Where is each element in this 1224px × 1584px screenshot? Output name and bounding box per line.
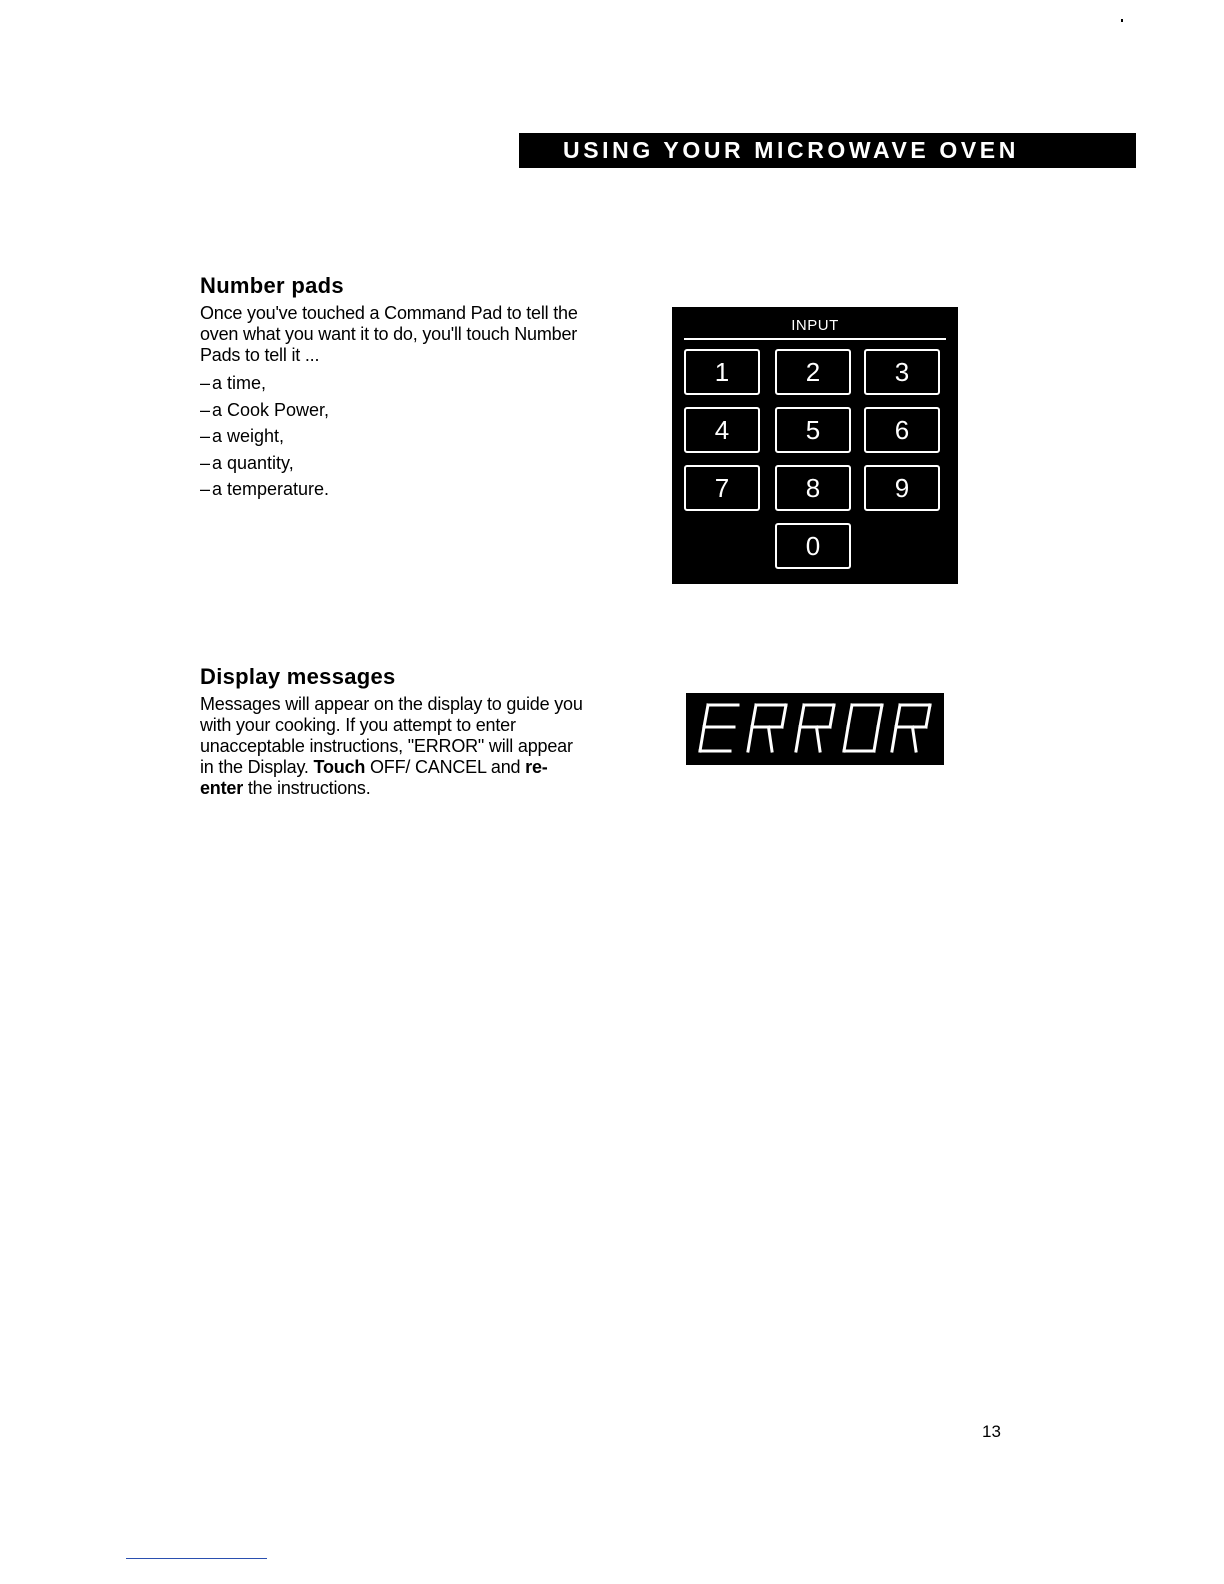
list-item: – a temperature. [200,479,330,499]
list-item-text: a temperature. [212,479,330,499]
reenter-emphasis: re-enter [200,757,548,798]
display-messages-heading: Display messages [200,664,396,689]
error-display-illustration [686,693,944,765]
print-speck [1121,19,1123,22]
display-segment-r-b [830,705,834,727]
number-pad-9[interactable]: 9 [864,465,940,511]
list-item-text: a weight, [212,426,285,446]
display-segment-r-e [892,727,896,751]
number-pads-section [200,273,600,503]
footer-rule [126,1558,267,1559]
list-item: – a quantity, [200,452,294,473]
display-segment-r-b [926,705,930,727]
display-segment-r-e [748,727,752,751]
display-segment-r-b [782,705,786,727]
keypad-title: INPUT [791,317,839,334]
list-item: – a weight, [200,426,285,446]
seven-segment-display [686,693,944,765]
list-item: – a time, [200,373,267,393]
display-segment-o-f [848,705,852,727]
display-segment-o-c [874,727,878,751]
list-item: – a Cook Power, [200,399,330,420]
display-segment-e-f [704,705,708,727]
number-pad-4[interactable]: 4 [684,407,760,453]
number-pads-list [200,370,600,503]
display-segment-r-f [800,705,804,727]
page-number: 13 [982,1422,1001,1441]
number-pads-heading: Number pads [200,273,344,298]
paragraph-text: the instructions. [243,778,371,798]
display-segment-r-r [913,727,917,751]
list-item-text: a Cook Power, [212,399,330,420]
number-pad-8[interactable]: 8 [775,465,851,511]
display-segment-e-e [700,727,704,751]
number-pad-0[interactable]: 0 [775,523,851,569]
list-item-text: a quantity, [212,452,294,473]
display-messages-section [200,664,590,799]
number-pad-7[interactable]: 7 [684,465,760,511]
number-pad-6[interactable]: 6 [864,407,940,453]
number-pad-5[interactable]: 5 [775,407,851,453]
section-header-title: USING YOUR MICROWAVE OVEN [563,137,1019,163]
touch-emphasis: Touch [313,757,366,777]
display-segment-o-e [844,727,848,751]
number-pad-3[interactable]: 3 [864,349,940,395]
display-segment-r-r [769,727,773,751]
section-header [519,133,1136,168]
input-keypad-illustration [672,307,958,584]
display-segment-r-r [817,727,821,751]
display-segment-r-f [752,705,756,727]
list-item-text: a time, [212,373,267,393]
paragraph-text: OFF/ CANCEL and [365,757,526,777]
paragraph-text: Messages will appear on the display to guide you with your cooking. If you attempt to enter unacceptable instructions, "ERROR" will appear in the Display. [200,694,583,777]
display-segment-r-e [796,727,800,751]
keypad-divider [684,338,946,340]
display-segment-r-f [896,705,900,727]
number-pads-intro: Once you've touched a Command Pad to tell the oven what you want it to do, you'll touch Number Pads to tell it ... [200,303,578,365]
number-pad-1[interactable]: 1 [684,349,760,395]
number-pad-2[interactable]: 2 [775,349,851,395]
display-messages-paragraph [200,694,590,799]
display-segment-o-b [878,705,882,727]
